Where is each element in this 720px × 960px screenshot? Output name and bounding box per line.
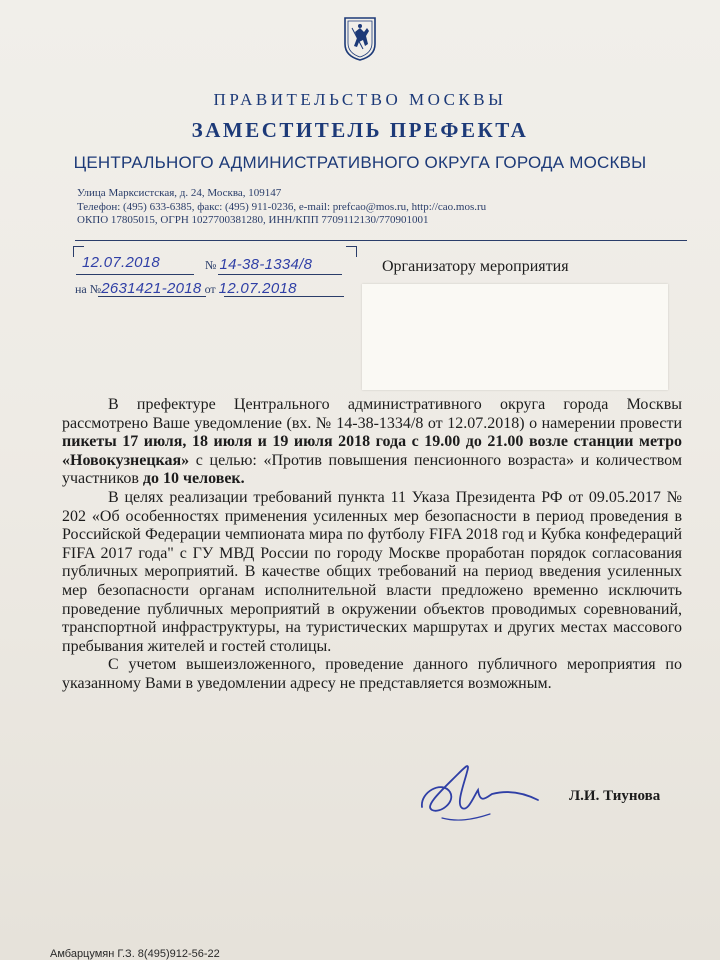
contacts-line: Телефон: (495) 633-6385, факс: (495) 911-0236, e-mail: prefcao@mos.ru, http://cao.mos.ru (77, 200, 487, 213)
executor-footer: Амбарцумян Г.З. 8(495)912-56-22 (50, 948, 220, 960)
letterhead-divider (75, 240, 687, 241)
reference-underline (98, 296, 206, 297)
reference-number: 2631421-2018 (101, 280, 202, 297)
reference-prefix: на № (75, 282, 102, 296)
p1-bold-event: пикеты 17 июля, 18 июля и 19 июля 2018 года с 19.00 до 21.00 возле станции метро «Новокузнецкая» (62, 433, 682, 469)
signer-name: Л.И. Тиунова (569, 788, 661, 804)
codes-line: ОКПО 17805015, ОГРН 1027700381280, ИНН/КПП 7709112130/770901001 (77, 214, 429, 226)
outgoing-number-field (205, 256, 312, 273)
paragraph-3: С учетом вышеизложенного, проведение данного публичного мероприятия по указанному Вами в уведомлении адресу не представляется возможным. (62, 656, 682, 692)
redacted-address-block (362, 284, 668, 390)
paragraph-2: В целях реализации требований пункта 11 Указа Президента РФ от 09.05.2017 № 202 «Об особенностях применения усиленных мер безопасности в период проведения в Российской Федерации чемпионата мира по футболу FIFA 2018 год и Кубка конфедераций FIFA 2017 года" с ГУ МВД России по городу Москве проработан порядок согласования публичных мероприятий. В качестве общих требований на период введения усиленных мер безопасности органам исполнительной власти предложено временно исключить проведение публичных мероприятий в окружении объектов проводимых соревнований, транспортной инфраструктуры, на туристических маршрутах и других местах массового пребывания жителей и гостей столицы. (62, 488, 682, 655)
number-prefix: № (205, 258, 217, 272)
letter-body (62, 396, 682, 694)
corner-mark-right (346, 246, 357, 257)
date-underline (76, 274, 194, 275)
okrug-title: ЦЕНТРАЛЬНОГО АДМИНИСТРАТИВНОГО ОКРУГА ГОРОДА МОСКВЫ (73, 153, 647, 172)
department-title: ЗАМЕСТИТЕЛЬ ПРЕФЕКТА (191, 118, 529, 142)
government-title: ПРАВИТЕЛЬСТВО МОСКВЫ (213, 90, 507, 109)
addressee: Организатору мероприятия (382, 258, 569, 275)
outgoing-number: 14-38-1334/8 (219, 256, 313, 273)
outgoing-date-field (82, 254, 160, 271)
reference-date-prefix: от (204, 282, 216, 296)
outgoing-date: 12.07.2018 (82, 254, 161, 271)
reference-date-underline (224, 296, 344, 297)
moscow-coat-of-arms-icon (343, 16, 377, 62)
letterhead-contacts (77, 187, 486, 228)
paragraph-1 (62, 396, 682, 489)
reference-field (75, 280, 297, 297)
p1-bold-participants: до 10 человек. (142, 470, 245, 488)
number-underline (218, 274, 342, 275)
address-line: Улица Марксистская, д. 24, Москва, 109147 (77, 187, 282, 199)
p1-text-a: В префектуре Центрального административного округа города Москвы рассмотрено Ваше уведомление (вх. № 14-38-1334/8 от 12.07.2018) о намерении провести (62, 396, 682, 432)
reference-date: 12.07.2018 (218, 280, 297, 297)
handwritten-signature-icon (412, 752, 542, 832)
p1-text-c: с целью: «Против повышения пенсионного возраста» и количеством участников (62, 451, 682, 488)
